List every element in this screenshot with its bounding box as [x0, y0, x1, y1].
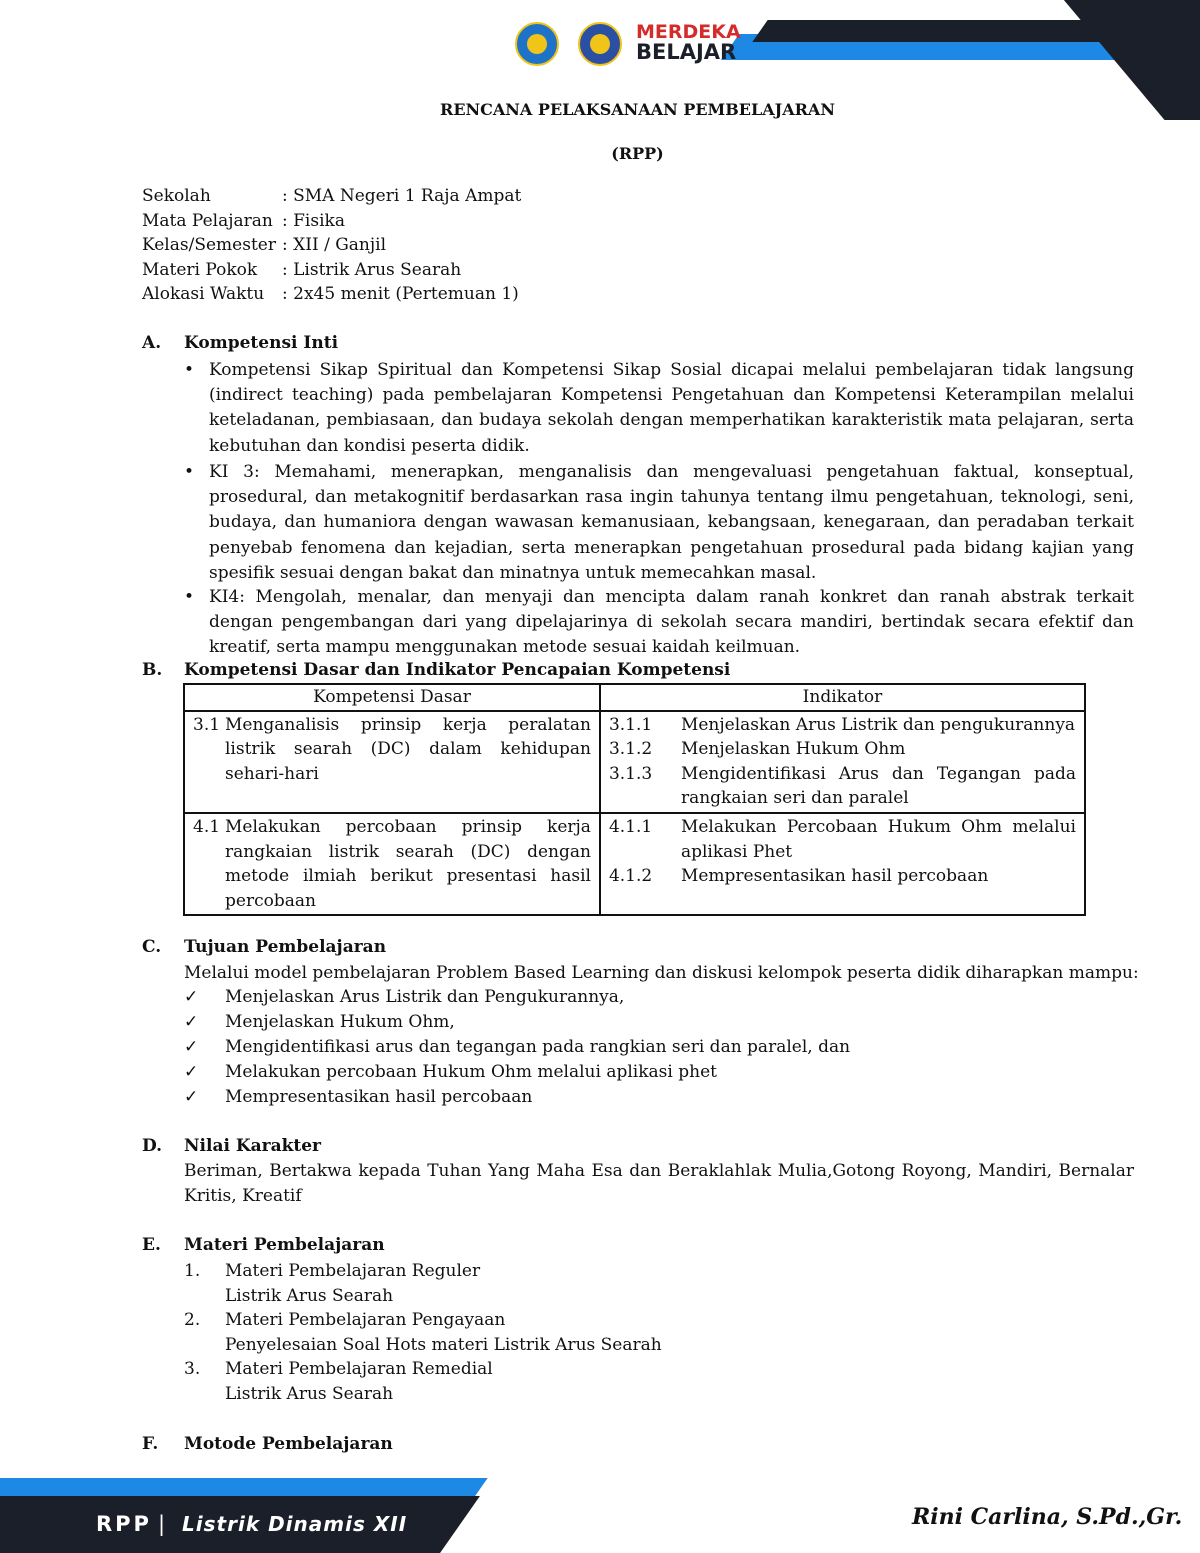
indicator-item: 4.1.1 Melakukan Percobaan Hukum Ohm melalui aplikasi Phet [608, 816, 1076, 862]
merdeka-belajar-logo [636, 22, 741, 62]
section-e-heading: E. Materi Pembelajaran [142, 1235, 385, 1255]
logo-top-text: MERDEKA [636, 21, 741, 43]
meta-label: Mata Pelajaran [142, 210, 273, 231]
indicator-item: 3.1.2 Menjelaskan Hukum Ohm [608, 739, 906, 760]
materi-item: 2. Materi Pembelajaran Pengayaan Penyelesaian Soal Hots materi Listrik Arus Searah [184, 1310, 662, 1355]
section-d-heading: D. Nilai Karakter [142, 1136, 322, 1156]
tujuan-intro: Melalui model pembelajaran Problem Based Learning dan diskusi kelompok peserta didik diharapkan mampu: [184, 963, 1139, 983]
meta-row [142, 233, 521, 258]
kemdikbud-logo-icon [515, 22, 559, 66]
meta-value: : Listrik Arus Searah [282, 259, 462, 280]
footer-label: RPP | Listrik Dinamis XII [96, 1512, 408, 1536]
checkmark-icon: ✓ [184, 1012, 199, 1032]
bullet-icon: • [184, 587, 195, 607]
meta-row [142, 209, 521, 234]
materi-item: 3. Materi Pembelajaran Remedial Listrik Arus Searah [184, 1359, 493, 1404]
ki-item: • KI4: Mengolah, menalar, dan menyaji dan mencipta dalam ranah konkret dan ranah abstrak terkait dengan pengembangan dari yang dipelajarinya di sekolah secara mandiri, bertindak secara efektif dan kreatif, serta mampu menggunakan metode sesuai kaidah keilmuan. [184, 587, 1134, 658]
document-title: RENCANA PELAKSANAAN PEMBELAJARAN [440, 100, 835, 119]
kd-cell: 4.1 Melakukan percobaan prinsip kerja rangkaian listrik searah (DC) dengan metode ilmiah berikut presentasi hasil percobaan [184, 813, 600, 915]
materi-item: 1. Materi Pembelajaran Reguler Listrik Arus Searah [184, 1261, 481, 1306]
identity-block [142, 184, 521, 307]
checkmark-icon: ✓ [184, 1087, 199, 1107]
institution-logo-icon [578, 22, 622, 66]
tujuan-item: ✓ Menjelaskan Arus Listrik dan Pengukurannya, [184, 985, 624, 1010]
meta-row [142, 184, 521, 209]
meta-label: Sekolah [142, 186, 211, 206]
section-f-heading: F. Motode Pembelajaran [142, 1434, 393, 1454]
meta-label: Alokasi Waktu [142, 284, 265, 305]
ki-item: • Kompetensi Sikap Spiritual dan Kompetensi Sikap Sosial dicapai melalui pembelajaran tidak langsung (indirect teaching) pada pembelajaran Kompetensi Pengetahuan dan Kompetensi Keterampilan melalui keteladanan, pembiasaan, dan budaya sekolah dengan memperhatikan karakteristik mata pelajaran, serta kebutuhan dan kondisi peserta didik. [184, 360, 1134, 456]
section-a-heading: A. Kompetensi Inti [142, 333, 339, 353]
bullet-icon: • [184, 360, 195, 380]
table-row [184, 813, 1085, 915]
checkmark-icon: ✓ [184, 1037, 199, 1057]
indicator-item: 3.1.3 Mengidentifikasi Arus dan Tegangan pada rangkaian seri dan paralel [608, 763, 1076, 809]
meta-value: : Fisika [282, 210, 345, 231]
document-subtitle: (RPP) [611, 144, 664, 163]
section-b-heading: B. Kompetensi Dasar dan Indikator Pencapaian Kompetensi [142, 660, 731, 680]
ki-item: • KI 3: Memahami, menerapkan, menganalisis dan mengevaluasi pengetahuan faktual, konseptual, prosedural, dan metakognitif berdasarkan rasa ingin tahunya tentang ilmu pengetahuan, teknologi, seni, budaya, dan humaniora dengan wawasan kemanusiaan, kebangsaan, kenegaraan, dan peradaban terkait penyebab fenomena dan kejadian, serta menerapkan pengetahuan prosedural pada bidang kajian yang spesifik sesuai dengan bakat dan minatnya untuk memecahkan masal. [184, 462, 1134, 583]
checkmark-icon: ✓ [184, 1062, 199, 1082]
meta-row [142, 282, 521, 307]
bullet-icon: • [184, 462, 195, 482]
table-header: Indikator [600, 684, 1085, 711]
indicator-item: 3.1.1 Menjelaskan Arus Listrik dan pengukurannya [608, 714, 1076, 735]
table-header-row [184, 684, 1085, 711]
section-c-heading: C. Tujuan Pembelajaran [142, 937, 387, 957]
meta-value: : 2x45 menit (Pertemuan 1) [282, 284, 519, 305]
indicator-item: 4.1.2 Mempresentasikan hasil percobaan [608, 866, 989, 887]
author-signature: Rini Carlina, S.Pd.,Gr. [912, 1504, 1183, 1530]
nilai-karakter-text: Beriman, Bertakwa kepada Tuhan Yang Maha Esa dan Beraklahlak Mulia,Gotong Royong, Mandiri, Bernalar Kritis, Kreatif [184, 1161, 1134, 1207]
tujuan-item: ✓ Melakukan percobaan Hukum Ohm melalui aplikasi phet [184, 1060, 717, 1085]
meta-row [142, 258, 521, 283]
indicator-cell [600, 813, 1085, 915]
table-row [184, 711, 1085, 813]
tujuan-item: ✓ Mengidentifikasi arus dan tegangan pada rangkian seri dan paralel, dan [184, 1035, 850, 1060]
meta-value: : XII / Ganjil [282, 235, 387, 256]
meta-label: Kelas/Semester [142, 235, 276, 256]
logo-bottom-text: BELAJAR [636, 40, 737, 64]
tujuan-item: ✓ Mempresentasikan hasil percobaan [184, 1085, 532, 1110]
meta-label: Materi Pokok [142, 259, 258, 280]
checkmark-icon: ✓ [184, 987, 199, 1007]
kd-cell: 3.1 Menganalisis prinsip kerja peralatan listrik searah (DC) dalam kehidupan sehari-hari [184, 711, 600, 813]
table-header: Kompetensi Dasar [184, 684, 600, 711]
tujuan-item: ✓ Menjelaskan Hukum Ohm, [184, 1010, 455, 1035]
kd-indicator-table [183, 683, 1086, 916]
meta-value: : SMA Negeri 1 Raja Ampat [282, 186, 522, 206]
indicator-cell [600, 711, 1085, 813]
